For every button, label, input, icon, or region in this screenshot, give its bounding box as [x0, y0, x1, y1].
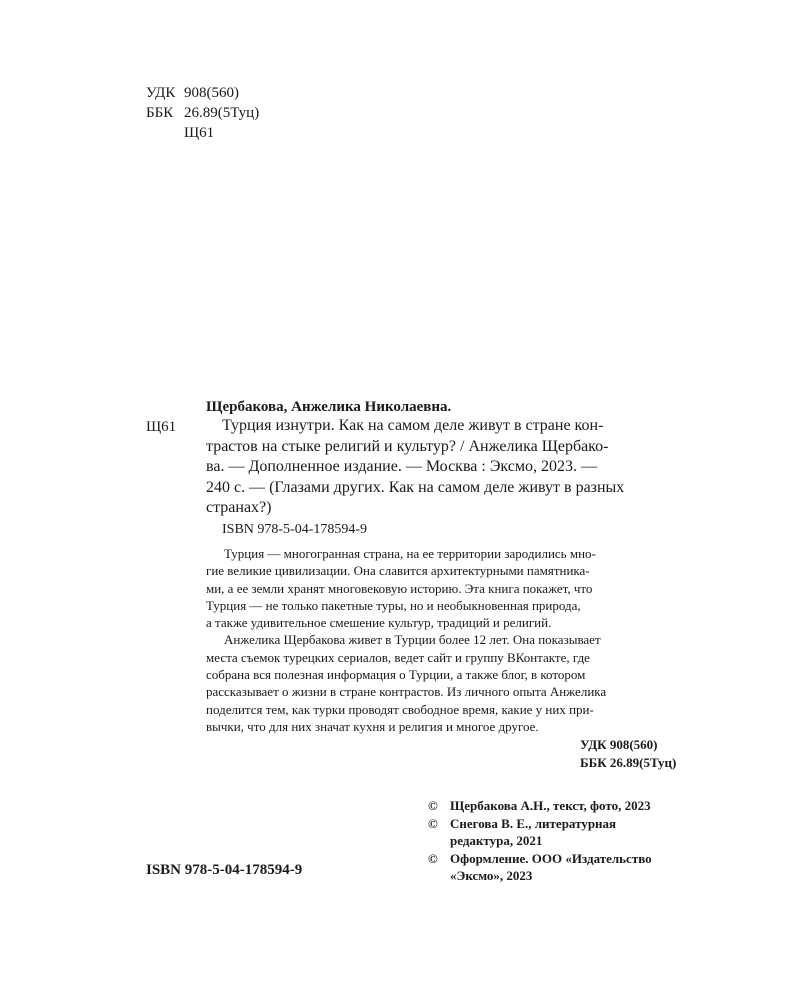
bbk-value: 26.89(5Туц) [184, 105, 260, 121]
annotation-line: а также удивительное смешение культур, традиций и религий. [206, 615, 552, 631]
udk-value: 908(560) [184, 85, 239, 101]
bbk-row [146, 103, 259, 123]
udk-label: УДК [146, 85, 176, 101]
bottom-udk: УДК 908(560) [580, 737, 658, 752]
copyright-line: редактура, 2021 [450, 833, 543, 848]
author-mark: Щ61 [184, 125, 215, 141]
copyright-line: Щербакова А.Н., текст, фото, 2023 [450, 798, 651, 813]
annotation-line: ми, а ее земли хранят многовековую историю. Эта книга покажет, что [206, 580, 593, 596]
copyright-line: «Эксмо», 2023 [450, 868, 533, 883]
annotation-line: Анжелика Щербакова живет в Турции более 12 лет. Она показывает [224, 632, 601, 648]
annotation-line: Турция — не только пакетные туры, но и необыкновенная природа, [206, 597, 581, 613]
bottom-classification [580, 736, 676, 771]
entry-line: странах?) [206, 499, 272, 516]
annotation [206, 545, 694, 735]
copyright-block [428, 797, 708, 885]
udk-row [146, 83, 259, 103]
entry-line: трастов на стыке религий и культур? / Анжелика Щербако- [206, 437, 609, 455]
entry-isbn: ISBN 978-5-04-178594-9 [222, 522, 368, 537]
annotation-line: поделится тем, как турки проводят свободное время, какие у них при- [206, 701, 594, 717]
annotation-line: собрана вся полезная информация о Турции, а также блог, в котором [206, 667, 586, 683]
entry-line: 240 с. — (Глазами других. Как на самом деле живут в разных [206, 478, 625, 496]
annotation-line: гие великие цивилизации. Она славится архитектурными памятника- [206, 563, 590, 579]
author-code: Щ61 [146, 419, 177, 435]
copyright-line: Снегова В. Е., литературная [450, 815, 617, 831]
entry-line: ва. — Дополненное издание. — Москва : Эксмо, 2023. — [206, 458, 597, 475]
author-mark-row [146, 123, 259, 143]
copyright-icon: © [428, 815, 438, 831]
top-classification [146, 83, 259, 143]
bibliographic-entry [206, 416, 694, 519]
copyright-item [428, 850, 708, 885]
bottom-bbk: ББК 26.89(5Туц) [580, 754, 677, 770]
copyright-item [428, 815, 708, 850]
copyright-icon: © [428, 850, 438, 866]
annotation-line: рассказывает о жизни в стране контрастов. Из личного опыта Анжелика [206, 684, 607, 700]
entry-line: Турция изнутри. Как на самом деле живут в стране кон- [206, 417, 604, 434]
bbk-label: ББК [146, 105, 174, 121]
annotation-line: вычки, что для них значат кухня и религия и многое другое. [206, 718, 539, 734]
isbn-main: ISBN 978-5-04-178594-9 [146, 862, 303, 878]
copyright-line: Оформление. ООО «Издательство [450, 850, 652, 866]
author-name: Щербакова, Анжелика Николаевна. [206, 399, 452, 415]
copyright-item [428, 797, 708, 815]
annotation-line: Турция — многогранная страна, на ее территории зародились мно- [224, 546, 596, 561]
annotation-line: места съемок турецких сериалов, ведет сайт и группу ВКонтакте, где [206, 649, 590, 665]
copyright-icon: © [428, 798, 438, 813]
